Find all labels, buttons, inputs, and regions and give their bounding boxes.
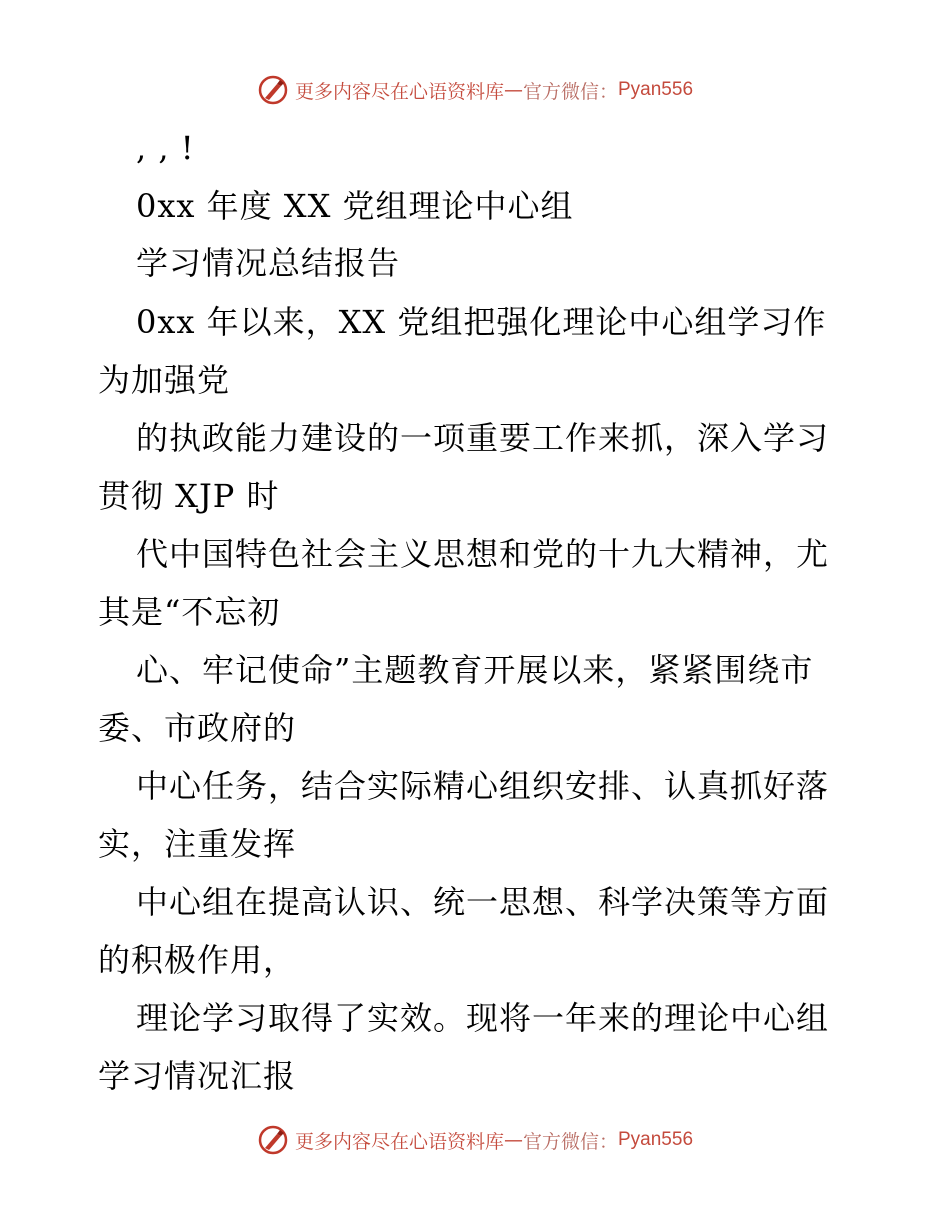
text-line: 为加强党	[98, 361, 231, 399]
text-line: 委、市政府的	[98, 709, 297, 747]
footer-watermark	[0, 1120, 950, 1160]
text-line: 实，注重发挥	[98, 825, 297, 863]
text-line: 0xx 年度 XX 党组理论中心组	[136, 187, 574, 225]
watermark-id: Pyan556	[618, 1129, 694, 1150]
pen-logo-icon	[257, 1124, 289, 1156]
watermark-text: 更多内容尽在心语资料库	[294, 80, 504, 103]
watermark-id: Pyan556	[618, 79, 694, 100]
watermark-label: 官方微信：	[522, 80, 618, 103]
text-line: 0xx 年以来，XX 党组把强化理论中心组学习作	[136, 303, 827, 341]
text-line: 代中国特色社会主义思想和党的十九大精神，尤	[136, 535, 830, 573]
text-line: 学习情况总结报告	[136, 244, 401, 282]
text-line: 心、牢记使命”主题教育开展以来，紧紧围绕市	[136, 651, 814, 689]
text-line: 学习情况汇报	[98, 1057, 297, 1095]
watermark-label: 官方微信：	[522, 1130, 618, 1153]
text-line: 贯彻 XJP 时	[98, 477, 280, 515]
text-line: 中心组在提高认识、统一思想、科学决策等方面	[136, 883, 830, 921]
watermark-dash: —	[503, 1129, 523, 1151]
watermark-text: 更多内容尽在心语资料库	[294, 1130, 504, 1153]
text-line: 的执政能力建设的一项重要工作来抓，深入学习	[136, 419, 830, 457]
watermark-dash: —	[503, 79, 523, 101]
header-watermark	[0, 70, 950, 110]
text-line: , , !	[136, 129, 195, 167]
text-line: 理论学习取得了实效。现将一年来的理论中心组	[136, 999, 830, 1037]
pen-logo-icon	[257, 74, 289, 106]
text-line: 中心任务，结合实际精心组织安排、认真抓好落	[136, 767, 830, 805]
text-line: 其是“不忘初	[98, 593, 281, 631]
text-line: 的积极作用，	[98, 941, 297, 979]
